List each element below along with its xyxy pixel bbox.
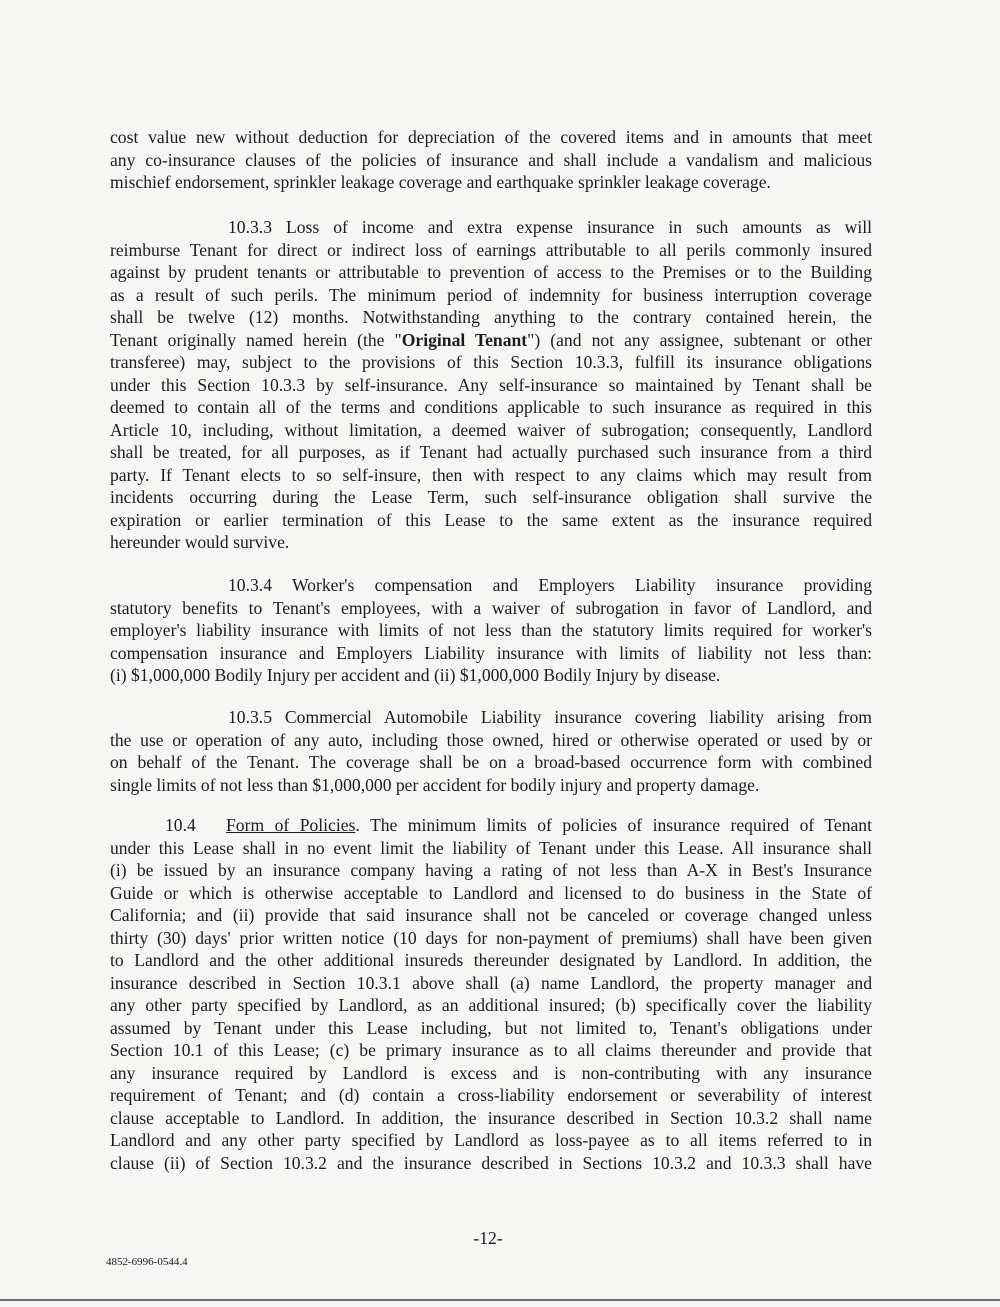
bottom-scan-edge-divider — [0, 1299, 1000, 1301]
text-line: hereunder would survive. — [110, 532, 290, 552]
text-line: under this Section 10.3.3 by self-insurance. Any self-insurance so maintained by Tenant shall be — [110, 374, 872, 395]
text-line: 10.3.3 Loss of income and extra expense insurance in such amounts as will — [228, 217, 872, 237]
text-line: as a result of such perils. The minimum period of indemnity for business interruption coverage — [110, 284, 872, 305]
document-id: 4852-6996-0544.4 — [106, 1256, 188, 1268]
text-line: deemed to contain all of the terms and conditions applicable to such insurance as required in this — [110, 397, 872, 417]
text-line: incidents occurring during the Lease Term, such self-insurance obligation shall survive the — [110, 487, 872, 507]
page-number: -12- — [473, 1228, 503, 1248]
paragraph-10-3-2-continuation — [110, 126, 872, 194]
section-heading: Form of Policies — [226, 815, 356, 835]
text-line: under this Lease shall in no event limit the liability of Tenant under this Lease. All insurance shall — [110, 837, 872, 858]
defined-term: Original Tenant — [401, 329, 528, 350]
text-line: Article 10, including, without limitation, a deemed waiver of subrogation; consequently, Landlord — [110, 419, 872, 440]
text-line: (i) be issued by an insurance company having a rating of not less than A-X in Best's Insurance — [110, 860, 872, 880]
text-line: Landlord and any other party specified by Landlord as loss-payee as to all items referred to in — [110, 1130, 872, 1150]
text-line: (i) $1,000,000 Bodily Injury per accident and (ii) $1,000,000 Bodily Injury by disease. — [110, 665, 721, 685]
text-segment: . The minimum limits of policies of insurance required of Tenant — [355, 815, 872, 835]
text-line: party. If Tenant elects to so self-insure, then with respect to any claims which may result from — [110, 464, 872, 485]
text-line: against by prudent tenants or attributable to prevention of access to the Premises or to the Building — [110, 262, 872, 282]
text-line: statutory benefits to Tenant's employees, with a waiver of subrogation in favor of Landlord, and — [110, 597, 872, 618]
text-line: transferee) may, subject to the provisions of this Section 10.3.3, fulfill its insurance obligations — [110, 352, 872, 372]
text-line: thirty (30) days' prior written notice (10 days for non-payment of premiums) shall have been given — [110, 927, 872, 948]
text-line: employer's liability insurance with limits of not less than the statutory limits required for worker's — [110, 620, 872, 640]
text-segment: Tenant originally named herein (the " — [110, 329, 402, 350]
paragraph-10-3-4 — [110, 574, 872, 687]
text-line — [110, 329, 872, 352]
paragraph-10-4-form-of-policies — [110, 814, 872, 1174]
text-line: 10.3.4 Worker's compensation and Employers Liability insurance providing — [228, 575, 872, 595]
text-line: the use or operation of any auto, including those owned, hired or otherwise operated or used by or — [110, 729, 872, 750]
text-line: any other party specified by Landlord, as an additional insured; (b) specifically cover the liability — [110, 995, 872, 1015]
text-line: any insurance required by Landlord is excess and is non-contributing with any insurance — [110, 1062, 872, 1083]
paragraph-10-3-5 — [110, 706, 872, 796]
text-line: single limits of not less than $1,000,000 per accident for bodily injury and property damage. — [110, 774, 760, 795]
text-line: clause acceptable to Landlord. In addition, the insurance described in Section 10.3.2 shall name — [110, 1107, 872, 1128]
text-line: clause (ii) of Section 10.3.2 and the insurance described in Sections 10.3.2 and 10.3.3 shall have — [110, 1152, 872, 1173]
section-number: 10.4 — [165, 815, 196, 835]
text-line: Guide or which is otherwise acceptable to Landlord and licensed to do business in the State of — [110, 882, 872, 903]
text-line: Section 10.1 of this Lease; (c) be primary insurance as to all claims thereunder and provide that — [110, 1040, 872, 1060]
text-line: cost value new without deduction for depreciation of the covered items and in amounts that meet — [110, 127, 872, 147]
text-line: insurance described in Section 10.3.1 above shall (a) name Landlord, the property manager and — [110, 972, 872, 993]
text-line: compensation insurance and Employers Liability insurance with limits of liability not less than: — [110, 642, 872, 663]
text-line: requirement of Tenant; and (d) contain a cross-liability endorsement or severability of interest — [110, 1085, 872, 1105]
text-line: reimburse Tenant for direct or indirect loss of earnings attributable to all perils commonly insured — [110, 239, 872, 260]
text-line: assumed by Tenant under this Lease including, but not limited to, Tenant's obligations under — [110, 1017, 872, 1038]
text-line: California; and (ii) provide that said insurance shall not be canceled or coverage changed unless — [110, 905, 872, 925]
text-line: on behalf of the Tenant. The coverage shall be on a broad-based occurrence form with combined — [110, 752, 872, 772]
text-line: 10.3.5 Commercial Automobile Liability insurance covering liability arising from — [228, 707, 872, 727]
text-line: mischief endorsement, sprinkler leakage coverage and earthquake sprinkler leakage coverage. — [110, 172, 771, 192]
text-line — [110, 814, 872, 837]
paragraph-10-3-3 — [110, 216, 872, 554]
text-segment: ") (and not any assignee, subtenant or other — [527, 329, 872, 350]
text-line: expiration or earlier termination of this Lease to the same extent as the insurance required — [110, 509, 872, 530]
text-line: any co-insurance clauses of the policies of insurance and shall include a vandalism and malicious — [110, 149, 872, 170]
text-line: shall be treated, for all purposes, as if Tenant had actually purchased such insurance from a third — [110, 442, 872, 462]
text-line: shall be twelve (12) months. Notwithstanding anything to the contrary contained herein, the — [110, 307, 872, 327]
text-line: to Landlord and the other additional insureds thereunder designated by Landlord. In addition, the — [110, 950, 872, 970]
